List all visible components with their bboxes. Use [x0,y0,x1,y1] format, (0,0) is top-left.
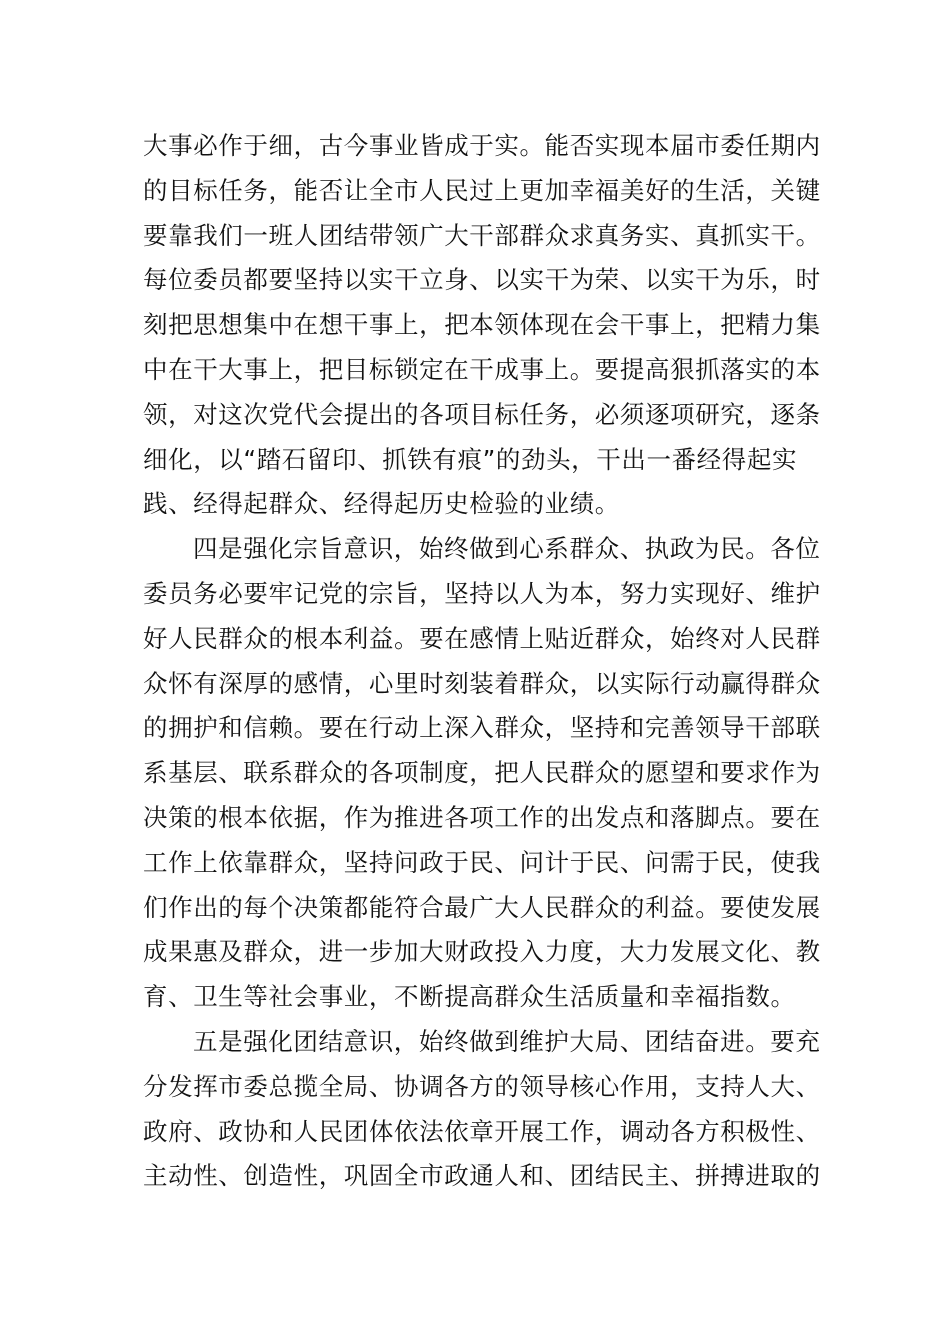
text-line: 主动性、创造性，巩固全市政通人和、团结民主、拼搏进取的 [143,1161,821,1191]
text-line: 分发挥市委总揽全局、协调各方的领导核心作用，支持人大、 [143,1071,821,1101]
paragraph-start-line: 四是强化宗旨意识，始终做到心系群众、执政为民。各位 [193,534,821,564]
text-line: 政府、政协和人民团体依法依章开展工作，调动各方积极性、 [143,1116,821,1146]
text-line: 的拥护和信赖。要在行动上深入群众，坚持和完善领导干部联 [143,713,821,743]
text-line: 系基层、联系群众的各项制度，把人民群众的愿望和要求作为 [143,758,821,788]
text-line: 细化，以“踏石留印、抓铁有痕”的劲头，干出一番经得起实 [143,444,798,474]
paragraph-start-line: 五是强化团结意识，始终做到维护大局、团结奋进。要充 [193,1026,821,1056]
text-line: 好人民群众的根本利益。要在感情上贴近群众，始终对人民群 [143,623,821,653]
text-line: 大事必作于细，古今事业皆成于实。能否实现本届市委任期内 [143,131,821,160]
body-text [143,124,821,1199]
text-line: 育、卫生等社会事业，不断提高群众生活质量和幸福指数。 [143,982,796,1012]
text-line: 要靠我们一班人团结带领广大干部群众求真务实、真抓实干。 [143,220,821,250]
text-line: 践、经得起群众、经得起历史检验的业绩。 [143,489,620,519]
text-line: 每位委员都要坚持以实干立身、以实干为荣、以实干为乐，时 [143,265,821,295]
text-line: 的目标任务，能否让全市人民过上更加幸福美好的生活，关键 [143,175,821,205]
text-line: 工作上依靠群众，坚持问政于民、问计于民、问需于民，使我 [143,847,821,877]
text-line: 成果惠及群众，进一步加大财政投入力度，大力发展文化、教 [143,937,821,967]
text-line: 们作出的每个决策都能符合最广大人民群众的利益。要使发展 [143,892,821,922]
text-line: 众怀有深厚的感情，心里时刻装着群众，以实际行动赢得群众 [143,668,821,698]
text-line: 刻把思想集中在想干事上，把本领体现在会干事上，把精力集 [143,310,821,340]
text-line: 领，对这次党代会提出的各项目标任务，必须逐项研究，逐条 [143,399,821,429]
text-line: 委员务必要牢记党的宗旨，坚持以人为本，努力实现好、维护 [143,578,821,608]
text-line: 中在干大事上，把目标锁定在干成事上。要提高狠抓落实的本 [143,354,821,384]
text-line: 决策的根本依据，作为推进各项工作的出发点和落脚点。要在 [143,802,821,832]
